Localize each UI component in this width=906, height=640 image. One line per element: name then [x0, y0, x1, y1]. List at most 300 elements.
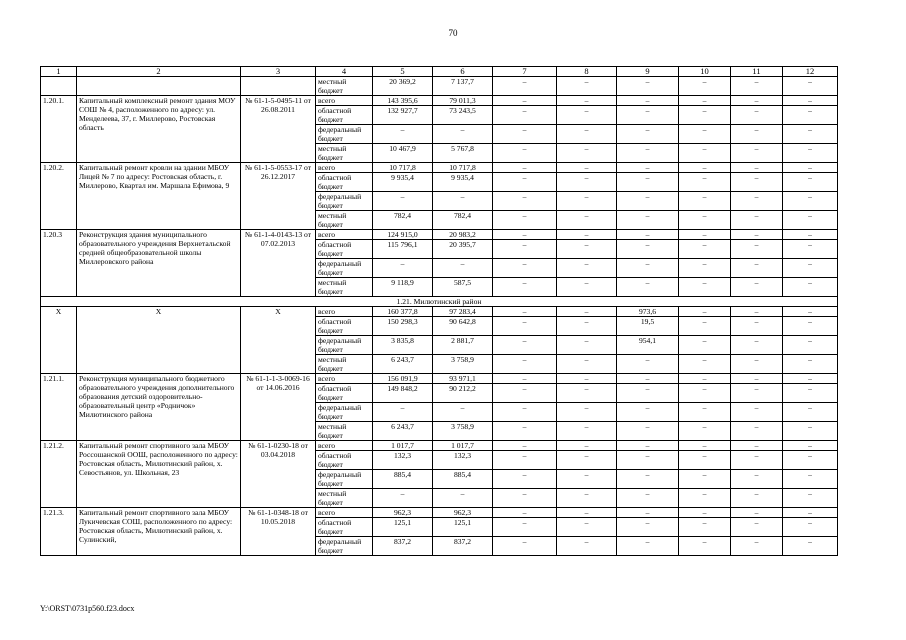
- value-col-8: –: [557, 307, 617, 317]
- value-col-9: –: [617, 173, 679, 192]
- value-col-9: –: [617, 441, 679, 451]
- value-col-9: –: [617, 508, 679, 518]
- value-col-6: 2 881,7: [433, 336, 493, 355]
- value-col-12: –: [783, 259, 838, 278]
- value-col-9: –: [617, 537, 679, 556]
- value-col-12: –: [783, 163, 838, 173]
- budget-source: областной бюджет: [316, 451, 373, 470]
- value-col-12: –: [783, 77, 838, 96]
- value-col-8: –: [557, 537, 617, 556]
- value-col-9: –: [617, 211, 679, 230]
- value-col-9: –: [617, 403, 679, 422]
- value-col-6: 10 717,8: [433, 163, 493, 173]
- value-col-10: –: [679, 489, 731, 508]
- value-col-11: –: [731, 518, 783, 537]
- value-col-12: –: [783, 441, 838, 451]
- value-col-10: –: [679, 106, 731, 125]
- value-col-6: –: [433, 489, 493, 508]
- value-col-9: –: [617, 106, 679, 125]
- budget-source: федеральный бюджет: [316, 125, 373, 144]
- value-col-9: –: [617, 144, 679, 163]
- value-col-6: –: [433, 259, 493, 278]
- item-number: 1.20.1.: [41, 96, 77, 163]
- budget-source: всего: [316, 96, 373, 106]
- value-col-6: 132,3: [433, 451, 493, 470]
- value-col-9: –: [617, 163, 679, 173]
- value-col-8: –: [557, 374, 617, 384]
- column-header: 3: [241, 67, 316, 77]
- value-col-8: –: [557, 125, 617, 144]
- value-col-8: –: [557, 470, 617, 489]
- value-col-7: –: [493, 240, 557, 259]
- item-code: № 61-1-0348-18 от 10.05.2018: [241, 508, 316, 556]
- value-col-8: –: [557, 278, 617, 297]
- value-col-12: –: [783, 470, 838, 489]
- value-col-5: 115 796,1: [373, 240, 433, 259]
- item-code: [241, 77, 316, 96]
- budget-source: всего: [316, 441, 373, 451]
- value-col-5: 156 091,9: [373, 374, 433, 384]
- budget-source: областной бюджет: [316, 240, 373, 259]
- value-col-7: –: [493, 403, 557, 422]
- value-col-5: 885,4: [373, 470, 433, 489]
- value-col-10: –: [679, 259, 731, 278]
- value-col-5: 3 835,8: [373, 336, 433, 355]
- value-col-12: –: [783, 451, 838, 470]
- value-col-11: –: [731, 374, 783, 384]
- item-name: Х: [77, 307, 241, 374]
- column-header: 4: [316, 67, 373, 77]
- budget-source: местный бюджет: [316, 422, 373, 441]
- value-col-11: –: [731, 96, 783, 106]
- page-number: 70: [448, 28, 458, 38]
- column-header: 2: [77, 67, 241, 77]
- value-col-5: 6 243,7: [373, 422, 433, 441]
- value-col-11: –: [731, 106, 783, 125]
- value-col-5: 124 915,0: [373, 230, 433, 240]
- value-col-5: 149 848,2: [373, 384, 433, 403]
- column-header: 1: [41, 67, 77, 77]
- value-col-9: 954,1: [617, 336, 679, 355]
- budget-source: местный бюджет: [316, 278, 373, 297]
- item-name: Капитальный ремонт спортивного зала МБОУ Россошанской ООШ, расположенного по адресу: Ростовская область, Милютинский район, х. Севостьянов, ул. Школьная, 23: [77, 441, 241, 508]
- item-number: 1.21.3.: [41, 508, 77, 556]
- value-col-7: –: [493, 470, 557, 489]
- value-col-10: –: [679, 192, 731, 211]
- table-row: [41, 307, 838, 317]
- value-col-5: 160 377,8: [373, 307, 433, 317]
- budget-source: всего: [316, 163, 373, 173]
- value-col-12: –: [783, 230, 838, 240]
- value-col-5: 962,3: [373, 508, 433, 518]
- value-col-5: 20 369,2: [373, 77, 433, 96]
- value-col-8: –: [557, 96, 617, 106]
- value-col-9: –: [617, 422, 679, 441]
- value-col-9: –: [617, 125, 679, 144]
- value-col-12: –: [783, 317, 838, 336]
- value-col-12: –: [783, 125, 838, 144]
- value-col-11: –: [731, 537, 783, 556]
- value-col-9: –: [617, 489, 679, 508]
- value-col-11: –: [731, 451, 783, 470]
- table-row: [41, 441, 838, 451]
- value-col-11: –: [731, 163, 783, 173]
- value-col-11: –: [731, 489, 783, 508]
- value-col-11: –: [731, 211, 783, 230]
- value-col-12: –: [783, 192, 838, 211]
- value-col-8: –: [557, 508, 617, 518]
- value-col-11: –: [731, 336, 783, 355]
- value-col-8: –: [557, 422, 617, 441]
- item-name: Капитальный комплексный ремонт здания МОУ СОШ № 4, расположенного по адресу: ул. Менделеева, 37, г. Миллерово, Ростовская область: [77, 96, 241, 163]
- item-code: № 61-1-5-0553-17 от 26.12.2017: [241, 163, 316, 230]
- item-code: № 61-1-1-3-0069-16 от 14.06.2016: [241, 374, 316, 441]
- value-col-10: –: [679, 470, 731, 489]
- value-col-11: –: [731, 259, 783, 278]
- value-col-8: –: [557, 173, 617, 192]
- budget-source: местный бюджет: [316, 355, 373, 374]
- value-col-5: 132 927,7: [373, 106, 433, 125]
- value-col-11: –: [731, 173, 783, 192]
- value-col-10: –: [679, 125, 731, 144]
- section-title: 1.21. Милютинский район: [41, 297, 838, 307]
- value-col-10: –: [679, 374, 731, 384]
- value-col-10: –: [679, 307, 731, 317]
- table-row: [41, 77, 838, 96]
- value-col-10: –: [679, 163, 731, 173]
- value-col-8: –: [557, 355, 617, 374]
- budget-source: всего: [316, 374, 373, 384]
- value-col-7: –: [493, 355, 557, 374]
- value-col-10: –: [679, 173, 731, 192]
- value-col-8: –: [557, 240, 617, 259]
- value-col-9: –: [617, 518, 679, 537]
- budget-source: областной бюджет: [316, 384, 373, 403]
- value-col-7: –: [493, 518, 557, 537]
- value-col-7: –: [493, 307, 557, 317]
- value-col-11: –: [731, 307, 783, 317]
- value-col-5: 837,2: [373, 537, 433, 556]
- value-col-7: –: [493, 77, 557, 96]
- value-col-11: –: [731, 403, 783, 422]
- value-col-5: –: [373, 125, 433, 144]
- value-col-7: –: [493, 317, 557, 336]
- value-col-8: –: [557, 211, 617, 230]
- value-col-6: 3 758,9: [433, 355, 493, 374]
- value-col-11: –: [731, 77, 783, 96]
- value-col-12: –: [783, 96, 838, 106]
- value-col-11: –: [731, 422, 783, 441]
- item-code: Х: [241, 307, 316, 374]
- value-col-6: 837,2: [433, 537, 493, 556]
- budget-source: всего: [316, 508, 373, 518]
- value-col-12: –: [783, 422, 838, 441]
- value-col-10: –: [679, 230, 731, 240]
- value-col-7: –: [493, 106, 557, 125]
- value-col-6: 9 935,4: [433, 173, 493, 192]
- value-col-7: –: [493, 125, 557, 144]
- value-col-7: –: [493, 259, 557, 278]
- column-header: 11: [731, 67, 783, 77]
- value-col-7: –: [493, 192, 557, 211]
- value-col-8: –: [557, 317, 617, 336]
- value-col-12: –: [783, 211, 838, 230]
- item-name: Капитальный ремонт кровли на здании МБОУ Лицей № 7 по адресу: Ростовская область, г. Миллерово, Квартал им. Маршала Ефимова, 9: [77, 163, 241, 230]
- item-name: Реконструкция муниципального бюджетного образовательного учреждения дополнительного образования детский оздоровительно-образовательный центр «Родничок» Милютинского района: [77, 374, 241, 441]
- value-col-7: –: [493, 451, 557, 470]
- value-col-8: –: [557, 230, 617, 240]
- value-col-9: –: [617, 96, 679, 106]
- value-col-8: –: [557, 518, 617, 537]
- value-col-12: –: [783, 508, 838, 518]
- budget-source: федеральный бюджет: [316, 403, 373, 422]
- value-col-8: –: [557, 403, 617, 422]
- value-col-5: 6 243,7: [373, 355, 433, 374]
- value-col-7: –: [493, 173, 557, 192]
- item-code: № 61-1-0230-18 от 03.04.2018: [241, 441, 316, 508]
- budget-table: [40, 66, 838, 556]
- value-col-6: 20 395,7: [433, 240, 493, 259]
- value-col-9: –: [617, 451, 679, 470]
- budget-source: федеральный бюджет: [316, 336, 373, 355]
- value-col-8: –: [557, 192, 617, 211]
- column-header: 5: [373, 67, 433, 77]
- value-col-7: –: [493, 96, 557, 106]
- value-col-6: 962,3: [433, 508, 493, 518]
- value-col-10: –: [679, 508, 731, 518]
- value-col-6: 73 243,5: [433, 106, 493, 125]
- value-col-12: –: [783, 240, 838, 259]
- value-col-12: –: [783, 173, 838, 192]
- value-col-5: 143 395,6: [373, 96, 433, 106]
- value-col-11: –: [731, 384, 783, 403]
- value-col-5: 1 017,7: [373, 441, 433, 451]
- value-col-9: –: [617, 230, 679, 240]
- value-col-10: –: [679, 240, 731, 259]
- budget-source: федеральный бюджет: [316, 192, 373, 211]
- value-col-8: –: [557, 144, 617, 163]
- value-col-7: –: [493, 336, 557, 355]
- value-col-5: 9 935,4: [373, 173, 433, 192]
- budget-source: всего: [316, 230, 373, 240]
- value-col-10: –: [679, 451, 731, 470]
- table-row: [41, 163, 838, 173]
- value-col-6: –: [433, 403, 493, 422]
- column-header: 8: [557, 67, 617, 77]
- value-col-10: –: [679, 317, 731, 336]
- value-col-10: –: [679, 211, 731, 230]
- value-col-7: –: [493, 489, 557, 508]
- value-col-11: –: [731, 508, 783, 518]
- table-row: [41, 508, 838, 518]
- value-col-10: –: [679, 422, 731, 441]
- value-col-5: –: [373, 489, 433, 508]
- value-col-7: –: [493, 144, 557, 163]
- file-path-footer: Y:\ORST\0731p560.f23.docx: [40, 604, 135, 613]
- value-col-5: 9 118,9: [373, 278, 433, 297]
- value-col-5: 10 467,9: [373, 144, 433, 163]
- section-row: [41, 297, 838, 307]
- value-col-12: –: [783, 307, 838, 317]
- column-header: 6: [433, 67, 493, 77]
- value-col-5: 132,3: [373, 451, 433, 470]
- value-col-6: –: [433, 125, 493, 144]
- value-col-12: –: [783, 384, 838, 403]
- value-col-11: –: [731, 192, 783, 211]
- value-col-5: 150 298,3: [373, 317, 433, 336]
- value-col-9: 19,5: [617, 317, 679, 336]
- item-code: № 61-1-5-0495-11 от 26.08.2011: [241, 96, 316, 163]
- budget-source: областной бюджет: [316, 173, 373, 192]
- value-col-9: –: [617, 355, 679, 374]
- budget-source: федеральный бюджет: [316, 259, 373, 278]
- column-header: 10: [679, 67, 731, 77]
- value-col-11: –: [731, 355, 783, 374]
- value-col-12: –: [783, 278, 838, 297]
- value-col-11: –: [731, 125, 783, 144]
- value-col-10: –: [679, 355, 731, 374]
- value-col-5: 125,1: [373, 518, 433, 537]
- value-col-5: 10 717,8: [373, 163, 433, 173]
- value-col-9: –: [617, 374, 679, 384]
- column-header: 12: [783, 67, 838, 77]
- value-col-8: –: [557, 336, 617, 355]
- value-col-11: –: [731, 230, 783, 240]
- column-number-row: [41, 67, 838, 77]
- value-col-10: –: [679, 96, 731, 106]
- value-col-9: –: [617, 240, 679, 259]
- budget-source: местный бюджет: [316, 489, 373, 508]
- value-col-11: –: [731, 470, 783, 489]
- value-col-11: –: [731, 240, 783, 259]
- value-col-9: –: [617, 470, 679, 489]
- column-header: 9: [617, 67, 679, 77]
- value-col-9: –: [617, 278, 679, 297]
- value-col-12: –: [783, 518, 838, 537]
- item-name: Капитальный ремонт спортивного зала МБОУ Лукичевская СОШ, расположенного по адресу: Ростовская область, Милютинский район, х. Сулинский,: [77, 508, 241, 556]
- value-col-6: 125,1: [433, 518, 493, 537]
- value-col-7: –: [493, 508, 557, 518]
- value-col-9: –: [617, 77, 679, 96]
- value-col-6: 90 212,2: [433, 384, 493, 403]
- value-col-6: 79 011,3: [433, 96, 493, 106]
- value-col-9: –: [617, 192, 679, 211]
- value-col-6: 93 971,1: [433, 374, 493, 384]
- value-col-12: –: [783, 403, 838, 422]
- value-col-6: 97 283,4: [433, 307, 493, 317]
- value-col-10: –: [679, 144, 731, 163]
- value-col-5: 782,4: [373, 211, 433, 230]
- item-number: 1.20.2.: [41, 163, 77, 230]
- budget-source: местный бюджет: [316, 144, 373, 163]
- item-number: 1.20.3: [41, 230, 77, 297]
- value-col-8: –: [557, 489, 617, 508]
- value-col-8: –: [557, 441, 617, 451]
- budget-source: областной бюджет: [316, 518, 373, 537]
- value-col-7: –: [493, 422, 557, 441]
- value-col-5: –: [373, 192, 433, 211]
- value-col-5: –: [373, 259, 433, 278]
- item-number: [41, 77, 77, 96]
- item-name: Реконструкция здания муниципального образовательного учреждения Верхнетальской средней общеобразовательной школы Миллеровского района: [77, 230, 241, 297]
- budget-source: местный бюджет: [316, 211, 373, 230]
- budget-source: областной бюджет: [316, 317, 373, 336]
- value-col-10: –: [679, 403, 731, 422]
- value-col-6: 1 017,7: [433, 441, 493, 451]
- value-col-6: 782,4: [433, 211, 493, 230]
- table-row: [41, 230, 838, 240]
- value-col-11: –: [731, 441, 783, 451]
- column-header: 7: [493, 67, 557, 77]
- budget-source: всего: [316, 307, 373, 317]
- value-col-12: –: [783, 106, 838, 125]
- budget-source: федеральный бюджет: [316, 470, 373, 489]
- value-col-12: –: [783, 355, 838, 374]
- value-col-8: –: [557, 77, 617, 96]
- value-col-7: –: [493, 278, 557, 297]
- value-col-7: –: [493, 163, 557, 173]
- value-col-8: –: [557, 451, 617, 470]
- value-col-11: –: [731, 317, 783, 336]
- value-col-6: 7 137,7: [433, 77, 493, 96]
- table-row: [41, 96, 838, 106]
- value-col-10: –: [679, 518, 731, 537]
- value-col-6: 3 758,9: [433, 422, 493, 441]
- value-col-8: –: [557, 259, 617, 278]
- value-col-6: 5 767,8: [433, 144, 493, 163]
- value-col-7: –: [493, 537, 557, 556]
- value-col-6: 90 642,8: [433, 317, 493, 336]
- value-col-10: –: [679, 336, 731, 355]
- value-col-6: 885,4: [433, 470, 493, 489]
- value-col-7: –: [493, 230, 557, 240]
- value-col-12: –: [783, 336, 838, 355]
- budget-source: местный бюджет: [316, 77, 373, 96]
- budget-source: федеральный бюджет: [316, 537, 373, 556]
- value-col-7: –: [493, 374, 557, 384]
- value-col-12: –: [783, 374, 838, 384]
- value-col-11: –: [731, 278, 783, 297]
- value-col-10: –: [679, 537, 731, 556]
- value-col-6: 587,5: [433, 278, 493, 297]
- value-col-10: –: [679, 77, 731, 96]
- value-col-8: –: [557, 106, 617, 125]
- value-col-9: 973,6: [617, 307, 679, 317]
- value-col-6: 20 983,2: [433, 230, 493, 240]
- value-col-11: –: [731, 144, 783, 163]
- value-col-10: –: [679, 441, 731, 451]
- item-name: [77, 77, 241, 96]
- value-col-7: –: [493, 384, 557, 403]
- value-col-10: –: [679, 278, 731, 297]
- value-col-6: –: [433, 192, 493, 211]
- value-col-12: –: [783, 537, 838, 556]
- value-col-12: –: [783, 489, 838, 508]
- item-number: 1.21.1.: [41, 374, 77, 441]
- value-col-10: –: [679, 384, 731, 403]
- value-col-9: –: [617, 259, 679, 278]
- value-col-7: –: [493, 211, 557, 230]
- value-col-9: –: [617, 384, 679, 403]
- item-number: 1.21.2.: [41, 441, 77, 508]
- item-code: № 61-1-4-0143-13 от 07.02.2013: [241, 230, 316, 297]
- value-col-12: –: [783, 144, 838, 163]
- budget-source: областной бюджет: [316, 106, 373, 125]
- item-number: Х: [41, 307, 77, 374]
- value-col-5: –: [373, 403, 433, 422]
- value-col-7: –: [493, 441, 557, 451]
- table-row: [41, 374, 838, 384]
